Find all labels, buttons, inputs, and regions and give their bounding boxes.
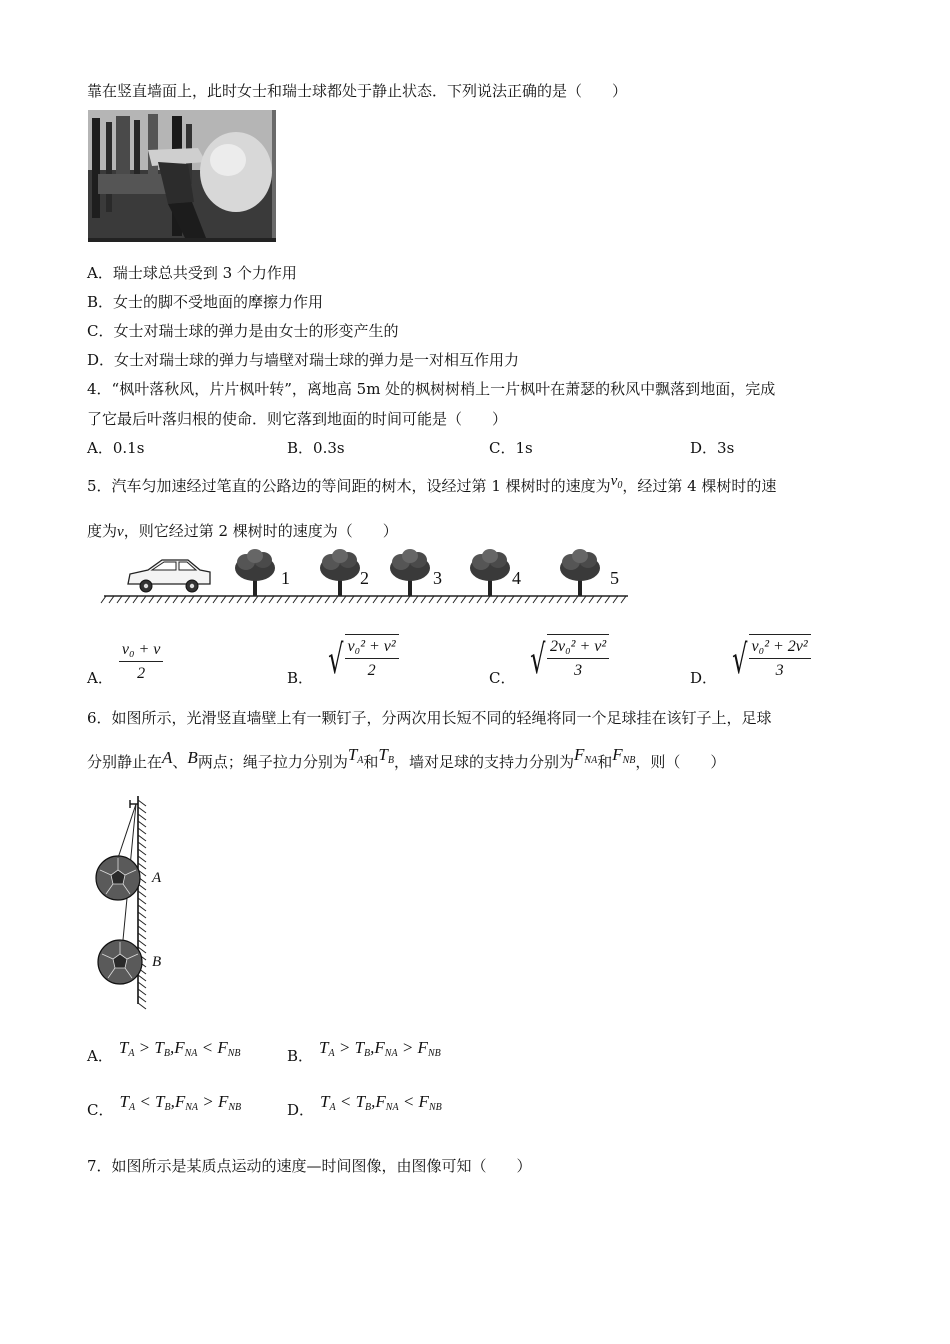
q3-option-c[interactable]: C．女士对瑞士球的弹力是由女士的形变产生的 [87,322,399,340]
q3-option-a[interactable]: A．瑞士球总共受到 3 个力作用 [87,264,297,282]
q4-option-c[interactable]: C．1s [489,439,533,457]
tree-label-4: 4 [512,568,521,588]
q6-point-a: A [162,748,173,767]
soccer-ball-a-icon [96,856,140,900]
tree-label-5: 5 [610,568,619,588]
q5-stem-line2: 度为v，则它经过第 2 棵树时的速度为（ ） [87,522,398,540]
q3-option-d[interactable]: D．女士对瑞士球的弹力与墙壁对瑞士球的弹力是一对相互作用力 [87,351,520,369]
q4-stem-line2: 了它最后叶落归根的使命．则它落到地面的时间可能是（ ） [87,410,508,428]
q5-stem-part2: ，经过第 4 棵树时的速 [622,477,777,495]
q4-option-a[interactable]: A．0.1s [87,439,145,457]
tree-label-3: 3 [433,568,442,588]
q6-point-b: B [187,748,198,767]
q6-option-a[interactable]: A． $T_A > T_B,F_{NA} < F_{NB}$ [87,1038,241,1065]
q6-tb-symbol: $T_B$ [378,745,394,766]
tree-label-1: 1 [281,568,290,588]
q5-stem-line1 [87,473,777,502]
q5-option-b[interactable]: B． √ $\frac{\text{v₀² + v²}}{2}$ [287,626,399,690]
q5-v-symbol: v [117,524,124,540]
fig-label-a: A [152,870,162,886]
q6-option-a-expr: $T_A > T_B,F_{NA} < F_{NB}$ [118,1038,241,1059]
q6-option-d-expr: $T_A < T_B,F_{NA} < F_{NB}$ [320,1092,442,1113]
soccer-ball-b-icon [98,940,142,984]
q6-fna-symbol: $F_{NA}$ [574,745,598,766]
tree-icon [390,549,430,596]
q4-stem-line1: 4．“枫叶落秋风，片片枫叶转”，离地高 5m 处的枫树树梢上一片枫叶在萧瑟的秋风中飘落到地面，完成 [87,380,776,398]
q5-option-d[interactable]: D． √ $\frac{\text{v₀² + 2v²}}{3}$ [690,626,811,690]
sqrt-sign: √ $\frac{\text{v₀² + v²}}{2}$ [323,634,399,686]
q6-stem-line2: 分别静止在A、B两点；绳子拉力分别为$T_A$和$T_B$，墙对足球的支持力分别为$F_{NA}$和$F_{NB}$，则（ ） [87,745,726,771]
car-icon [128,560,210,592]
q5-stem-part1: 5．汽车匀加速经过笔直的公路边的等间距的树木，设经过第 1 棵树时的速度为 [87,477,611,495]
fig-label-b: B [152,954,162,970]
q6-wall-figure [90,792,180,1012]
q6-option-d[interactable]: D． $T_A < T_B,F_{NA} < F_{NB}$ [287,1092,442,1119]
tree-icon [560,549,600,596]
sqrt-sign: √ $\frac{\text{v₀² + 2v²}}{3}$ [727,634,811,686]
q6-option-b-expr: $T_A > T_B,F_{NA} > F_{NB}$ [319,1038,441,1059]
q6-option-c-expr: $T_A < T_B,F_{NA} > F_{NB}$ [119,1092,242,1113]
q6-stem-line1: 6．如图所示，光滑竖直墙壁上有一颗钉子，分两次用长短不同的轻绳将同一个足球挂在该钉子上，足球 [87,709,772,727]
q5-option-a[interactable]: A． $\frac{\text{v₀ + v}}{2}$ [87,630,163,690]
tree-icon [320,549,360,596]
q3-stem: 靠在竖直墙面上，此时女士和瑞士球都处于静止状态．下列说法正确的是（ ） [87,82,628,100]
q6-fnb-symbol: $F_{NB}$ [612,745,636,766]
q3-option-b[interactable]: B．女士的脚不受地面的摩擦力作用 [87,293,324,311]
q6-ta-symbol: $T_A$ [347,745,364,766]
q7-stem: 7．如图所示是某质点运动的速度—时间图像，由图像可知（ ） [87,1157,532,1175]
q6-option-b[interactable]: B． $T_A > T_B,F_{NA} > F_{NB}$ [287,1038,441,1065]
q6-option-c[interactable]: C． $T_A < T_B,F_{NA} > F_{NB}$ [87,1092,242,1119]
sqrt-sign: √ $\frac{\text{2v₀² + v²}}{3}$ [525,634,609,686]
tree-icon [470,549,510,596]
q4-option-b[interactable]: B．0.3s [287,439,345,457]
tree-icon [235,549,275,596]
q5-v0-symbol: $v_0$ [610,473,623,491]
q4-option-d[interactable]: D．3s [690,439,735,457]
q3-photo [88,110,276,242]
q5-option-c[interactable]: C． √ $\frac{\text{2v₀² + v²}}{3}$ [489,626,609,690]
tree-label-2: 2 [360,568,369,588]
